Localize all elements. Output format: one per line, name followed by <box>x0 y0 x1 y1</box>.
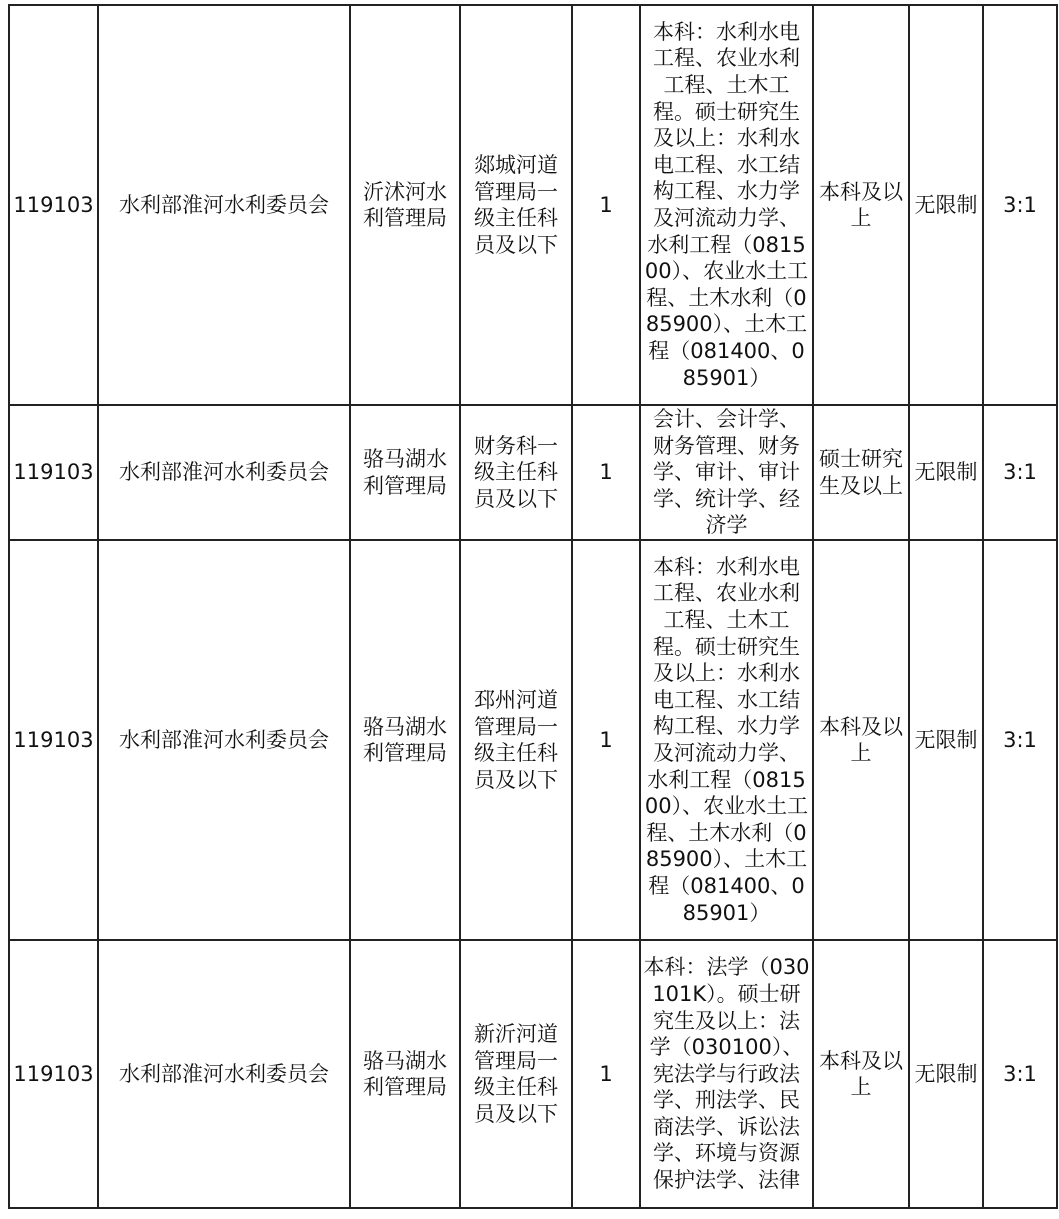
other-requirement-cell: 无限制 <box>909 940 983 1208</box>
department-cell: 水利部淮河水利委员会 <box>98 5 350 405</box>
department-cell: 水利部淮河水利委员会 <box>98 940 350 1208</box>
recruit-count-cell: 1 <box>572 540 640 940</box>
position-code-cell: 119103 <box>9 940 98 1208</box>
unit-cell: 沂沭河水利管理局 <box>350 5 460 405</box>
education-cell: 本科及以上 <box>813 5 909 405</box>
position-name-cell: 郯城河道管理局一级主任科员及以下 <box>460 5 572 405</box>
education-cell: 本科及以上 <box>813 940 909 1208</box>
position-name-cell: 新沂河道管理局一级主任科员及以下 <box>460 940 572 1208</box>
recruit-count-cell: 1 <box>572 405 640 540</box>
interview-ratio-cell: 3:1 <box>983 5 1057 405</box>
interview-ratio-cell: 3:1 <box>983 940 1057 1208</box>
major-requirement-cell: 本科：水利水电工程、农业水利工程、土木工程。硕士研究生及以上：水利水电工程、水工结构工程、水力学及河流动力学、水利工程（081500）、农业水土工程、土木水利（085900）、土木工程（081400、085901） <box>640 540 813 940</box>
interview-ratio-cell: 3:1 <box>983 405 1057 540</box>
job-position-table <box>8 4 1058 1209</box>
major-requirement-cell: 本科：法学（030101K）。硕士研究生及以上：法学（030100）、宪法学与行政法学、刑法学、民商法学、诉讼法学、环境与资源保护法学、法律 <box>640 940 813 1208</box>
recruit-count-cell: 1 <box>572 5 640 405</box>
major-requirement-cell: 本科：水利水电工程、农业水利工程、土木工程。硕士研究生及以上：水利水电工程、水工结构工程、水力学及河流动力学、水利工程（081500）、农业水土工程、土木水利（085900）、土木工程（081400、085901） <box>640 5 813 405</box>
recruit-count-cell: 1 <box>572 940 640 1208</box>
interview-ratio-cell: 3:1 <box>983 540 1057 940</box>
education-cell: 本科及以上 <box>813 540 909 940</box>
table-row <box>9 540 1057 940</box>
job-table-page <box>0 4 1059 1219</box>
other-requirement-cell: 无限制 <box>909 5 983 405</box>
table-row <box>9 940 1057 1208</box>
position-code-cell: 119103 <box>9 5 98 405</box>
unit-cell: 骆马湖水利管理局 <box>350 405 460 540</box>
unit-cell: 骆马湖水利管理局 <box>350 940 460 1208</box>
department-cell: 水利部淮河水利委员会 <box>98 540 350 940</box>
major-requirement-cell: 会计、会计学、财务管理、财务学、审计、审计学、统计学、经济学 <box>640 405 813 540</box>
department-cell: 水利部淮河水利委员会 <box>98 405 350 540</box>
education-cell: 硕士研究生及以上 <box>813 405 909 540</box>
position-code-cell: 119103 <box>9 405 98 540</box>
position-code-cell: 119103 <box>9 540 98 940</box>
table-row <box>9 405 1057 540</box>
unit-cell: 骆马湖水利管理局 <box>350 540 460 940</box>
table-row <box>9 5 1057 405</box>
other-requirement-cell: 无限制 <box>909 540 983 940</box>
position-name-cell: 邳州河道管理局一级主任科员及以下 <box>460 540 572 940</box>
other-requirement-cell: 无限制 <box>909 405 983 540</box>
position-name-cell: 财务科一级主任科员及以下 <box>460 405 572 540</box>
